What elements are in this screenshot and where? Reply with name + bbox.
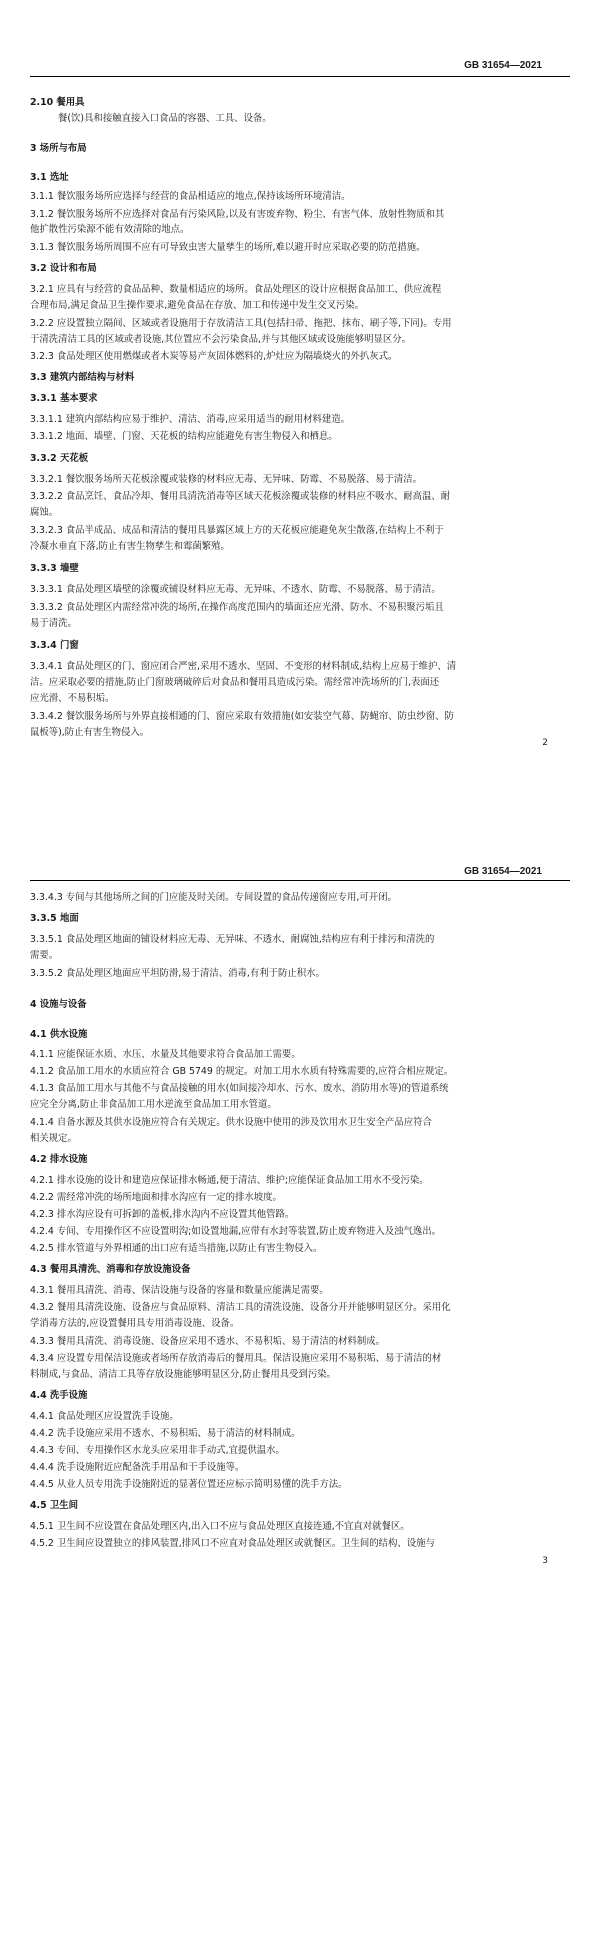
text-line: 4.4.3 专间、专用操作区水龙头应采用非手动式,宜提供温水。 [30,1445,285,1456]
text-line: 4.3.1 餐用具清洗、消毒、保洁设施与设备的容量和数量应能满足需要。 [30,1285,329,1296]
text-line: 合理布局,满足食品卫生操作要求,避免食品在存放、加工和传递中发生交叉污染。 [30,300,365,311]
text-line: 他扩散性污染源不能有效清除的地点。 [30,224,190,235]
text-line: 4.1.3 食品加工用水与其他不与食品接触的用水(如间接冷却水、污水、废水、消防用水等)的管道系统 [30,1083,449,1094]
text-line: 4.4.5 从业人员专用洗手设施附近的显著位置还应标示简明易懂的洗手方法。 [30,1479,348,1490]
text-line: 4.2.4 专间、专用操作区不应设置明沟;如设置地漏,应带有水封等装置,防止废弃物进入及浊气逸出。 [30,1226,441,1237]
text-line: 相关规定。 [30,1133,77,1144]
text-line: 4.4.2 洗手设施应采用不透水、不易积垢、易于清洁的材料制成。 [30,1428,301,1439]
text-line: 于清洗清洁工具的区域或者设施,其位置应不会污染食品,并与其他区域或设施能够明显区分。 [30,334,411,345]
text-line: 4.1.1 应能保证水质、水压、水量及其他要求符合食品加工需要。 [30,1049,301,1060]
text-line: 4.5.2 卫生间应设置独立的排风装置,排风口不应直对食品处理区或就餐区。卫生间的结构、设施与 [30,1538,435,1549]
text-line: 3.3.5.2 食品处理区地面应平坦防滑,易于清洁、消毒,有利于防止积水。 [30,968,325,979]
section-heading: 3.3.5 地面 [30,913,79,924]
text-line: 冷凝水垂直下落,防止有害生物孳生和霉菌繁殖。 [30,541,230,552]
section-heading: 3 场所与布局 [30,143,87,154]
text-line: 3.3.5.1 食品处理区地面的铺设材料应无毒、无异味、不透水、耐腐蚀,结构应有利于排污和清洗的 [30,934,435,945]
header-rule [30,76,570,77]
section-heading: 4.5 卫生间 [30,1500,78,1511]
text-line: 3.2.2 应设置独立隔间、区域或者设施用于存放清洁工具(包括扫帚、拖把、抹布、刷子等,下同)。专用 [30,318,452,329]
text-line: 鼠板等),防止有害生物侵入。 [30,727,150,738]
text-line: 4.2.2 需经常冲洗的场所地面和排水沟应有一定的排水坡度。 [30,1192,282,1203]
text-line: 3.3.2.3 食品半成品、成品和清洁的餐用具暴露区域上方的天花板应能避免灰尘散落,在结构上不利于 [30,525,444,536]
section-heading: 4.1 供水设施 [30,1029,88,1040]
text-line: 易于清洗。 [30,618,77,629]
section-heading: 3.2 设计和布局 [30,263,97,274]
section-heading: 3.3.4 门窗 [30,640,79,651]
text-line: 学消毒方法的,应设置餐用具专用消毒设施、设备。 [30,1318,240,1329]
section-heading: 4.3 餐用具清洗、消毒和存放设施设备 [30,1264,191,1275]
text-line: 腐蚀。 [30,507,59,518]
text-line: 3.2.1 应具有与经营的食品品种、数量相适应的场所。食品处理区的设计应根据食品加工、供应流程 [30,284,442,295]
text-line: 3.3.4.3 专间与其他场所之间的门应能及时关闭。专间设置的食品传递窗应专用,可开闭。 [30,892,397,903]
text-line: 3.1.3 餐饮服务场所周围不应有可导致虫害大量孳生的场所,难以避开时应采取必要的防范措施。 [30,242,426,253]
text-line: 4.4.4 洗手设施附近应配备洗手用品和干手设施等。 [30,1462,245,1473]
text-line: 3.3.3.2 食品处理区内需经常冲洗的场所,在操作高度范围内的墙面还应光滑、防水、不易积聚污垢且 [30,602,444,613]
text-line: 3.3.4.1 食品处理区的门、窗应闭合严密,采用不透水、坚固、不变形的材料制成,结构上应易于维护、清 [30,661,457,672]
text-line: 4.4.1 食品处理区应设置洗手设施。 [30,1411,179,1422]
standard-number: GB 31654—2021 [464,60,542,71]
standard-number: GB 31654—2021 [464,866,542,877]
text-line: 3.2.3 食品处理区使用燃煤或者木炭等易产灰固体燃料的,炉灶应为隔墙烧火的外扒灰式。 [30,351,398,362]
text-line: 4.3.4 应设置专用保洁设施或者场所存放消毒后的餐用具。保洁设施应采用不易积垢、易于清洁的材 [30,1353,442,1364]
text-line: 3.1.2 餐饮服务场所不应选择对食品有污染风险,以及有害废弃物、粉尘、有害气体、放射性物质和其 [30,209,445,220]
text-line: 洁。应采取必要的措施,防止门窗玻璃破碎后对食品和餐用具造成污染。需经常冲洗场所的门,表面还 [30,677,440,688]
text-line: 应光滑、不易积垢。 [30,693,115,704]
header-rule [30,880,570,881]
text-line: 应完全分离,防止非食品加工用水逆流至食品加工用水管道。 [30,1099,277,1110]
text-line: 餐(饮)具和接触直接入口食品的容器、工具、设备。 [58,113,272,124]
section-heading: 4 设施与设备 [30,999,87,1010]
text-line: 4.1.2 食品加工用水的水质应符合 GB 5749 的规定。对加工用水水质有特殊需要的,应符合相应规定。 [30,1066,454,1077]
text-line: 3.3.1.1 建筑内部结构应易于维护、清洁、消毒,应采用适当的耐用材料建造。 [30,414,351,425]
page-number: 3 [542,1556,548,1566]
text-line: 4.5.1 卫生间不应设置在食品处理区内,出入口不应与食品处理区直接连通,不宜直对就餐区。 [30,1521,410,1532]
section-heading: 3.1 选址 [30,172,69,183]
page-3 [0,866,600,1948]
text-line: 需要。 [30,950,59,961]
text-line: 4.2.3 排水沟应设有可拆卸的盖板,排水沟内不应设置其他管路。 [30,1209,295,1220]
text-line: 料制成,与食品、清洁工具等存放设施能够明显区分,防止餐用具受到污染。 [30,1369,336,1380]
text-line: 4.2.1 排水设施的设计和建造应保证排水畅通,便于清洁、维护;应能保证食品加工用水不受污染。 [30,1175,429,1186]
text-line: 3.3.2.1 餐饮服务场所天花板涂覆或装修的材料应无毒、无异味、防霉、不易脱落、易于清洁。 [30,474,423,485]
text-line: 3.3.3.1 食品处理区墙壁的涂覆或铺设材料应无毒、无异味、不透水、防霉、不易脱落、易于清洁。 [30,584,441,595]
section-heading: 3.3.1 基本要求 [30,393,98,404]
text-line: 3.3.1.2 地面、墙壁、门窗、天花板的结构应能避免有害生物侵入和栖息。 [30,431,338,442]
page-number: 2 [542,738,548,748]
text-line: 3.3.4.2 餐饮服务场所与外界直接相通的门、窗应采取有效措施(如安装空气幕、防蝇帘、防虫纱窗、防 [30,711,454,722]
text-line: 4.3.2 餐用具清洗设施、设备应与食品原料、清洁工具的清洗设施、设备分开并能够明显区分。采用化 [30,1302,451,1313]
section-heading: 3.3.3 墙壁 [30,563,79,574]
section-heading: 2.10 餐用具 [30,97,85,108]
section-heading: 4.4 洗手设施 [30,1390,88,1401]
section-heading: 3.3.2 天花板 [30,453,89,464]
text-line: 4.2.5 排水管道与外界相通的出口应有适当措施,以防止有害生物侵入。 [30,1243,323,1254]
text-line: 4.1.4 自备水源及其供水设施应符合有关规定。供水设施中使用的涉及饮用水卫生安全产品应符合 [30,1117,432,1128]
section-heading: 4.2 排水设施 [30,1154,88,1165]
text-line: 4.3.3 餐用具清洗、消毒设施、设备应采用不透水、不易积垢、易于清洁的材料制成。 [30,1336,385,1347]
text-line: 3.3.2.2 食品烹饪、食品冷却、餐用具清洗消毒等区域天花板涂覆或装修的材料应不吸水、耐高温、耐 [30,491,451,502]
text-line: 3.1.1 餐饮服务场所应选择与经营的食品相适应的地点,保持该场所环境清洁。 [30,191,351,202]
section-heading: 3.3 建筑内部结构与材料 [30,372,135,383]
